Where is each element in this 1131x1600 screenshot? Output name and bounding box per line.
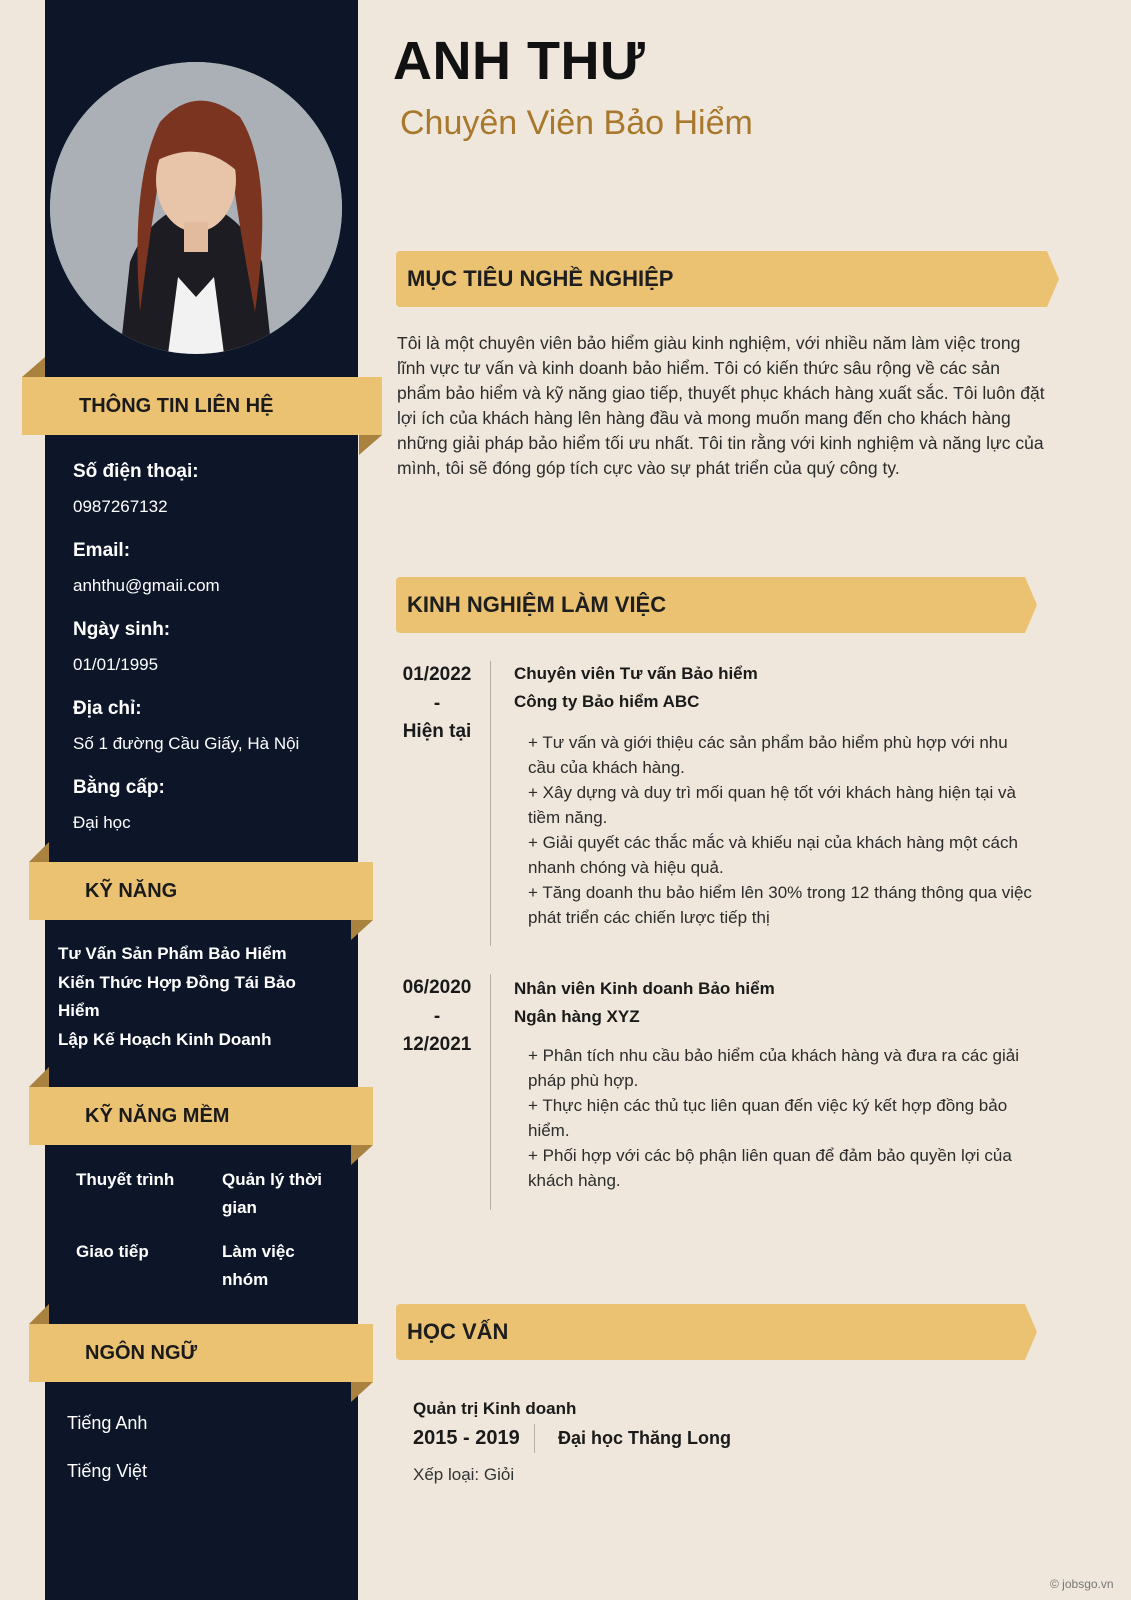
timeline-line: [490, 661, 491, 946]
language-item: Tiếng Anh: [67, 1413, 148, 1433]
portrait-image: [50, 62, 342, 354]
contact-heading: [22, 377, 382, 435]
education-major: Quản trị Kinh doanh: [413, 1399, 577, 1418]
skill-item: Kiến Thức Hợp Đồng Tái Bảo Hiểm: [58, 973, 296, 1020]
language-item: Tiếng Việt: [67, 1461, 148, 1481]
job-company: Công ty Bảo hiểm ABC: [514, 692, 700, 711]
job-end: 12/2021: [402, 1034, 472, 1055]
address-label: Địa chỉ:: [73, 698, 142, 719]
phone-label: Số điện thoại:: [73, 461, 199, 482]
dob-label: Ngày sinh:: [73, 619, 171, 640]
skill-item: Lập Kế Hoạch Kinh Doanh: [58, 1030, 272, 1049]
job-duty: + Xây dựng và duy trì mối quan hệ tốt với khách hàng hiện tại và tiềm năng.: [528, 783, 1016, 827]
soft-skill-item: Làm việc nhóm: [222, 1242, 295, 1289]
job-duty: + Phân tích nhu cầu bảo hiểm của khách hàng và đưa ra các giải pháp phù hợp.: [528, 1046, 1020, 1090]
soft-skill-item: Giao tiếp: [76, 1242, 149, 1261]
band-arrow: [1047, 251, 1059, 307]
email-value: anhthu@gmaii.com: [73, 576, 220, 595]
objective-heading: [396, 251, 1047, 307]
candidate-name: ANH THƯ: [393, 31, 646, 91]
address-value: Số 1 đường Cầu Giấy, Hà Nội: [73, 734, 300, 753]
job-title: Nhân viên Kinh doanh Bảo hiểm: [514, 979, 775, 998]
contact-heading-text: THÔNG TIN LIÊN HỆ: [79, 394, 274, 417]
languages-heading-text: NGÔN NGỮ: [85, 1341, 198, 1364]
ribbon-fold: [359, 435, 382, 455]
ribbon-fold: [351, 920, 373, 940]
job-date: [397, 974, 477, 1060]
job-duty: + Tăng doanh thu bảo hiểm lên 30% trong 12 tháng thông qua việc phát triển các chiến lược tiếp thị: [528, 883, 1032, 927]
soft-skill-item: Thuyết trình: [76, 1170, 175, 1189]
soft-skills-heading: [29, 1087, 373, 1145]
job-duty: + Tư vấn và giới thiệu các sản phẩm bảo hiểm phù hợp với nhu cầu của khách hàng.: [528, 733, 1008, 777]
job-duty: + Thực hiện các thủ tục liên quan đến việc ký kết hợp đồng bảo hiểm.: [528, 1096, 1008, 1140]
candidate-role: Chuyên Viên Bảo Hiểm: [400, 104, 753, 142]
site-watermark: © jobsgo.vn: [1050, 1577, 1114, 1591]
education-grade: Xếp loại: Giỏi: [413, 1465, 515, 1484]
job-dash: -: [433, 692, 441, 714]
job-company: Ngân hàng XYZ: [514, 1007, 640, 1026]
job-start: 06/2020: [402, 977, 472, 998]
job-start: 01/2022: [402, 664, 472, 685]
soft-skill-item: Quản lý thời gian: [222, 1170, 322, 1217]
band-arrow: [1025, 577, 1037, 633]
ribbon-fold: [22, 357, 45, 377]
dob-value: 01/01/1995: [73, 655, 159, 674]
skills-heading: [29, 862, 373, 920]
job-duties: [528, 730, 1038, 930]
skills-heading-text: KỸ NĂNG: [85, 879, 178, 902]
job-date: [397, 661, 477, 747]
objective-text: Tôi là một chuyên viên bảo hiểm giàu kinh nghiệm, với nhiều năm làm việc trong lĩnh vực tư vấn và kinh doanh bảo hiểm. Tôi có kiến thức sâu rộng về các sản phẩm bảo hiểm và kỹ năng giao tiếp, thuyết phục khách hàng xuất sắc. Tôi luôn đặt lợi ích của khách hàng lên hàng đầu và mong muốn mang đến cho khách hàng những giải pháp bảo hiểm tối ưu nhất. Tôi tin rằng với kinh nghiệm và năng lực của mình, tôi sẽ đóng góp tích cực vào sự phát triển của quý công ty.: [397, 333, 1045, 478]
education-heading: [396, 1304, 1025, 1360]
job-dash: -: [433, 1005, 441, 1027]
education-school: Đại học Thăng Long: [558, 1428, 731, 1448]
ribbon-fold: [29, 842, 49, 862]
education-heading-text: HỌC VẤN: [407, 1319, 509, 1344]
ribbon-fold: [351, 1382, 373, 1402]
job-duty: + Giải quyết các thắc mắc và khiếu nại của khách hàng một cách nhanh chóng và hiệu quả.: [528, 833, 1018, 877]
phone-value: 0987267132: [73, 497, 168, 516]
skill-item: Tư Vấn Sản Phẩm Bảo Hiểm: [58, 944, 287, 963]
experience-heading: [396, 577, 1025, 633]
email-label: Email:: [73, 540, 131, 561]
education-years: 2015 - 2019: [413, 1427, 520, 1449]
band-arrow: [1025, 1304, 1037, 1360]
ribbon-fold: [29, 1304, 49, 1324]
timeline-line: [490, 974, 491, 1210]
education-divider: [534, 1424, 535, 1453]
degree-label: Bằng cấp:: [73, 777, 165, 798]
ribbon-fold: [29, 1067, 49, 1087]
soft-skills-heading-text: KỸ NĂNG MỀM: [85, 1104, 230, 1127]
objective-heading-text: MỤC TIÊU NGHỀ NGHIỆP: [407, 266, 674, 291]
languages-heading: [29, 1324, 373, 1382]
job-title: Chuyên viên Tư vấn Bảo hiểm: [514, 664, 758, 683]
ribbon-fold: [351, 1145, 373, 1165]
experience-heading-text: KINH NGHIỆM LÀM VIỆC: [407, 592, 667, 617]
job-duties: [528, 1043, 1038, 1193]
degree-value: Đại học: [73, 813, 131, 832]
job-end: Hiện tại: [402, 721, 472, 742]
job-duty: + Phối hợp với các bộ phận liên quan để đảm bảo quyền lợi của khách hàng.: [528, 1146, 1012, 1190]
profile-photo: [50, 62, 342, 354]
